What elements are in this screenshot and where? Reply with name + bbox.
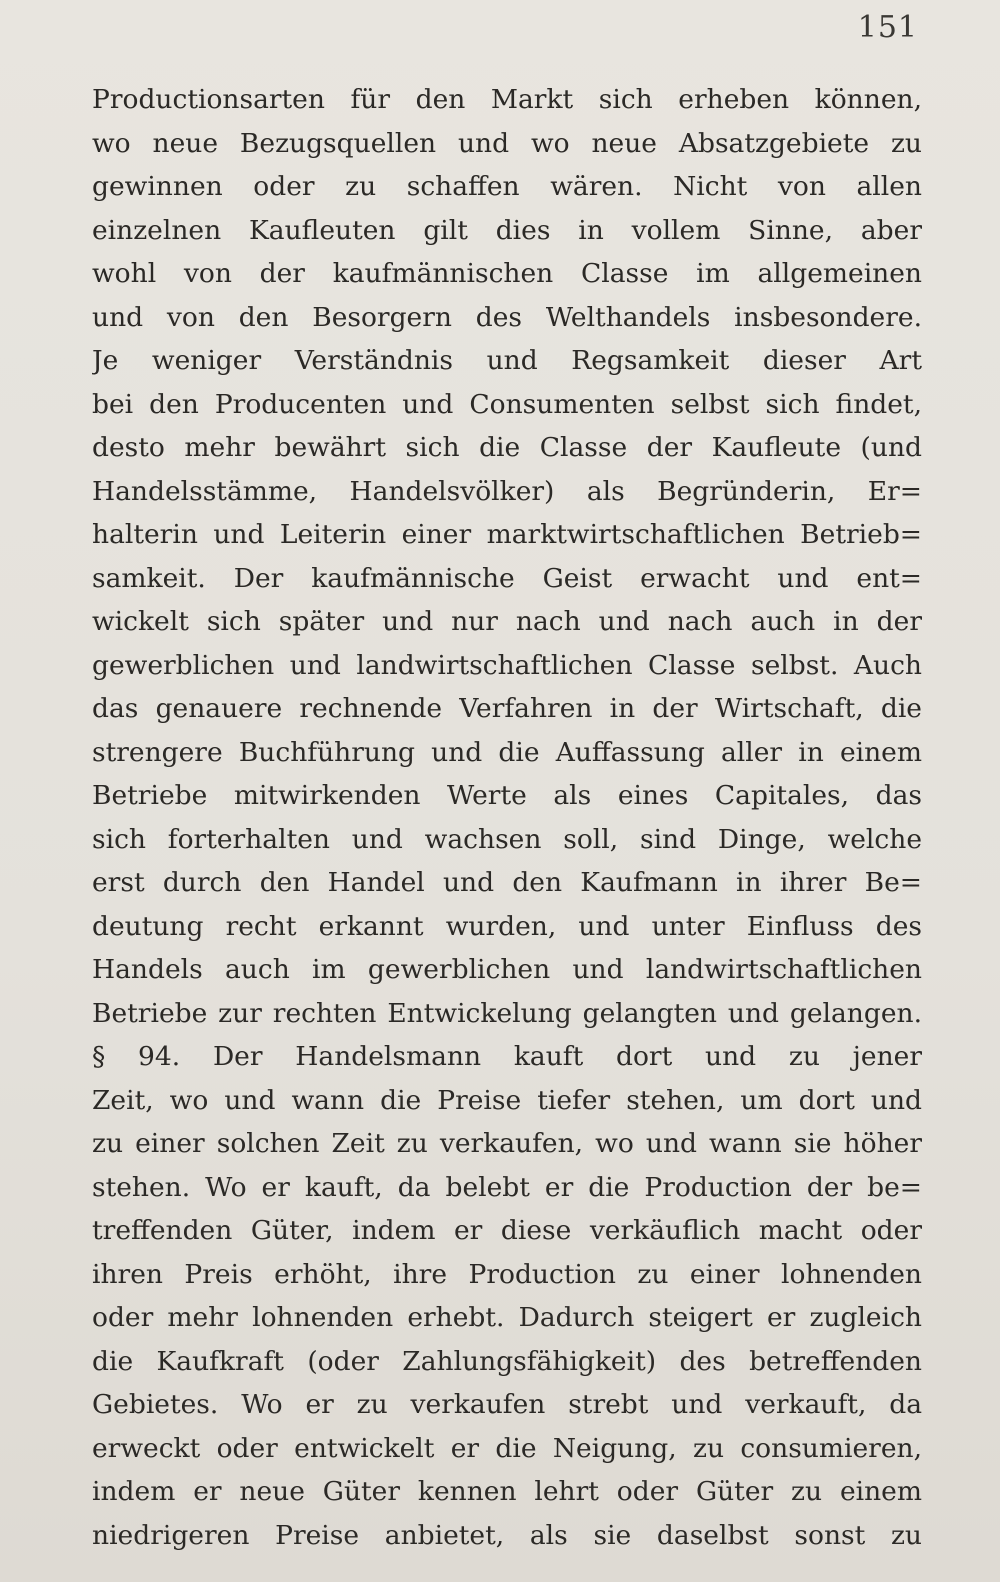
text-line: gewinnen oder zu schaffen wären. Nicht von allen <box>92 171 922 202</box>
text-line: Handels auch im gewerblichen und landwirtschaftlichen <box>92 954 922 985</box>
text-line: samkeit. Der kaufmännische Geist erwacht und ent= <box>92 562 922 594</box>
text-line: oder mehr lohnenden erhebt. Dadurch steigert er zugleich <box>92 1302 922 1333</box>
text-line: gewerblichen und landwirtschaftlichen Classe selbst. Auch <box>92 649 922 681</box>
text-line: zu einer solchen Zeit zu verkaufen, wo und wann sie höher <box>92 1128 922 1159</box>
text-line: erweckt oder entwickelt er die Neigung, zu consumieren, <box>92 1432 922 1464</box>
text-line: bei den Producenten und Consumenten selbst sich findet, <box>92 388 922 420</box>
text-line: das genauere rechnende Verfahren in der Wirtschaft, die <box>92 693 922 724</box>
text-line: deutung recht erkannt wurden, und unter Einfluss des <box>92 910 922 942</box>
text-line: indem er neue Güter kennen lehrt oder Güter zu einem <box>92 1476 922 1507</box>
text-line: sich forterhalten und wachsen soll, sind Dinge, welche <box>92 823 922 855</box>
text-line: Zeit, wo und wann die Preise tiefer stehen, um dort und <box>92 1084 922 1116</box>
text-line: strengere Buchführung und die Auffassung aller in einem <box>92 736 922 768</box>
text-line: Je weniger Verständnis und Regsamkeit dieser Art <box>92 345 922 376</box>
text-line: § 94. Der Handelsmann kauft dort und zu jener <box>92 1041 922 1072</box>
text-line: wo neue Bezugsquellen und wo neue Absatzgebiete zu <box>92 127 922 159</box>
text-line: ihren Preis erhöht, ihre Production zu einer lohnenden <box>92 1258 922 1290</box>
text-line: wohl von der kaufmännischen Classe im allgemeinen <box>92 258 922 289</box>
text-line: erst durch den Handel und den Kaufmann in ihrer Be= <box>92 867 922 898</box>
text-line: treffenden Güter, indem er diese verkäuflich macht oder <box>92 1215 922 1246</box>
text-line: wickelt sich später und nur nach und nach auch in der <box>92 606 922 637</box>
text-line: Betriebe mitwirkenden Werte als eines Capitales, das <box>92 780 922 811</box>
text-line: Betriebe zur rechten Entwickelung gelangten und gelangen. <box>92 997 922 1029</box>
text-line: und von den Besorgern des Welthandels insbesondere. <box>92 301 922 333</box>
text-line: die Kaufkraft (oder Zahlungsfähigkeit) des betreffenden <box>92 1345 922 1377</box>
text-line: Productionsarten für den Markt sich erheben können, <box>92 84 922 115</box>
body-text <box>92 78 922 1557</box>
text-line: Handelsstämme, Handelsvölker) als Begründerin, Er= <box>92 475 922 507</box>
text-line: halterin und Leiterin einer marktwirtschaftlichen Betrieb= <box>92 519 922 550</box>
text-line: Gebietes. Wo er zu verkaufen strebt und verkauft, da <box>92 1389 922 1420</box>
text-line: einzelnen Kaufleuten gilt dies in vollem Sinne, aber <box>92 214 922 246</box>
page-number: 151 <box>857 10 918 45</box>
text-line: niedrigeren Preise anbietet, als sie daselbst sonst zu <box>92 1519 922 1551</box>
text-line: stehen. Wo er kauft, da belebt er die Production der be= <box>92 1171 922 1203</box>
text-line: desto mehr bewährt sich die Classe der Kaufleute (und <box>92 432 922 463</box>
